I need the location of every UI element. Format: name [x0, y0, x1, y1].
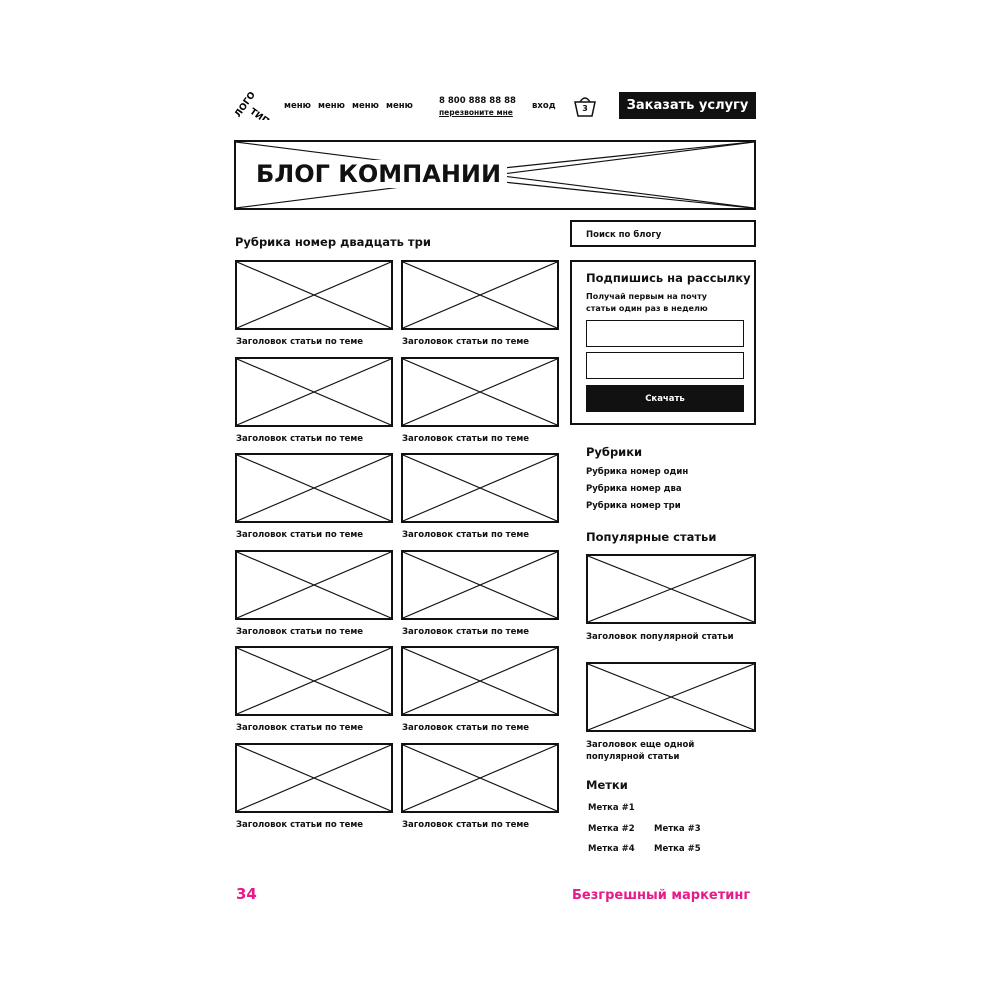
image-placeholder-icon — [403, 552, 557, 618]
article-card-caption[interactable]: Заголовок статьи по теме — [402, 337, 530, 347]
download-button[interactable] — [586, 385, 744, 412]
subscribe-description-2: статьи один раз в неделю — [586, 304, 708, 313]
hero-banner — [234, 140, 756, 210]
popular-article-image-2[interactable] — [586, 662, 756, 732]
tag-link-2[interactable]: Метка #2 — [588, 824, 635, 834]
article-card-image[interactable] — [401, 743, 559, 813]
article-card-caption[interactable]: Заголовок статьи по теме — [402, 723, 530, 733]
rubric-link-3[interactable]: Рубрика номер три — [586, 501, 681, 511]
tags-title: Метки — [586, 778, 628, 792]
logo-mark-icon — [232, 90, 272, 120]
article-card-caption[interactable]: Заголовок статьи по теме — [236, 627, 364, 637]
section-title: Рубрика номер двадцать три — [235, 235, 431, 249]
svg-text:ЛОГО: ЛОГО — [233, 90, 258, 120]
tag-link-5[interactable]: Метка #5 — [654, 844, 701, 854]
image-placeholder-icon — [237, 262, 391, 328]
article-card-image[interactable] — [401, 260, 559, 330]
image-placeholder-icon — [237, 359, 391, 425]
subscribe-email-field[interactable] — [586, 320, 744, 347]
callback-link[interactable]: перезвоните мне — [439, 108, 513, 117]
article-card-caption[interactable]: Заголовок статьи по теме — [236, 723, 364, 733]
article-card-caption[interactable]: Заголовок статьи по теме — [402, 434, 530, 444]
image-placeholder-icon — [237, 552, 391, 618]
cart-button[interactable] — [572, 92, 598, 118]
nav-item-4[interactable]: меню — [386, 101, 413, 111]
article-card-caption[interactable]: Заголовок статьи по теме — [236, 530, 364, 540]
nav-item-3[interactable]: меню — [352, 101, 379, 111]
image-placeholder-icon — [403, 359, 557, 425]
article-card-image[interactable] — [401, 453, 559, 523]
cart-count: 3 — [582, 104, 588, 113]
subscribe-description-1: Получай первым на почту — [586, 292, 707, 301]
order-service-button[interactable] — [619, 92, 756, 119]
image-placeholder-icon — [237, 648, 391, 714]
popular-article-caption-2b[interactable]: популярной статьи — [586, 752, 680, 762]
svg-text:ТИП: ТИП — [247, 106, 271, 120]
image-placeholder-icon — [403, 648, 557, 714]
popular-article-caption-1[interactable]: Заголовок популярной статьи — [586, 632, 734, 642]
article-card-image[interactable] — [235, 550, 393, 620]
article-card-image[interactable] — [401, 646, 559, 716]
article-card-image[interactable] — [235, 260, 393, 330]
image-placeholder-icon — [403, 262, 557, 328]
image-placeholder-icon — [403, 745, 557, 811]
order-service-label: Заказать услугу — [626, 98, 749, 113]
article-card-caption[interactable]: Заголовок статьи по теме — [402, 530, 530, 540]
rubric-link-2[interactable]: Рубрика номер два — [586, 484, 682, 494]
article-card-caption[interactable]: Заголовок статьи по теме — [236, 820, 364, 830]
popular-title: Популярные статьи — [586, 530, 717, 544]
tag-link-4[interactable]: Метка #4 — [588, 844, 635, 854]
article-card-image[interactable] — [235, 357, 393, 427]
nav-item-2[interactable]: меню — [318, 101, 345, 111]
blog-search-input[interactable] — [570, 220, 756, 247]
phone-number[interactable]: 8 800 888 88 88 — [439, 96, 516, 106]
popular-article-caption-2a[interactable]: Заголовок еще одной — [586, 740, 695, 750]
popular-article-image-1[interactable] — [586, 554, 756, 624]
image-placeholder-icon — [237, 745, 391, 811]
article-card-image[interactable] — [235, 743, 393, 813]
image-placeholder-icon — [403, 455, 557, 521]
article-card-caption[interactable]: Заголовок статьи по теме — [402, 820, 530, 830]
tag-link-3[interactable]: Метка #3 — [654, 824, 701, 834]
page-number: 34 — [236, 885, 257, 903]
article-card-image[interactable] — [235, 646, 393, 716]
blog-search-placeholder: Поиск по блогу — [586, 230, 662, 240]
article-card-caption[interactable]: Заголовок статьи по теме — [402, 627, 530, 637]
subscribe-panel — [570, 260, 756, 425]
article-card-caption[interactable]: Заголовок статьи по теме — [236, 434, 364, 444]
article-card-caption[interactable]: Заголовок статьи по теме — [236, 337, 364, 347]
logo[interactable] — [232, 90, 272, 120]
article-card-image[interactable] — [235, 453, 393, 523]
image-placeholder-icon — [237, 455, 391, 521]
login-link[interactable]: вход — [532, 101, 556, 111]
article-card-image[interactable] — [401, 550, 559, 620]
rubrics-title: Рубрики — [586, 445, 643, 459]
book-title: Безгрешный маркетинг — [572, 888, 751, 903]
article-card-image[interactable] — [401, 357, 559, 427]
image-placeholder-icon — [588, 556, 754, 622]
rubric-link-1[interactable]: Рубрика номер один — [586, 467, 689, 477]
image-placeholder-icon — [588, 664, 754, 730]
tag-link-1[interactable]: Метка #1 — [588, 803, 635, 813]
nav-item-1[interactable]: меню — [284, 101, 311, 111]
subscribe-name-field[interactable] — [586, 352, 744, 379]
hero-title: БЛОГ КОМПАНИИ — [254, 160, 507, 188]
download-button-label: Скачать — [645, 393, 685, 404]
subscribe-title: Подпишись на рассылку — [586, 271, 751, 285]
